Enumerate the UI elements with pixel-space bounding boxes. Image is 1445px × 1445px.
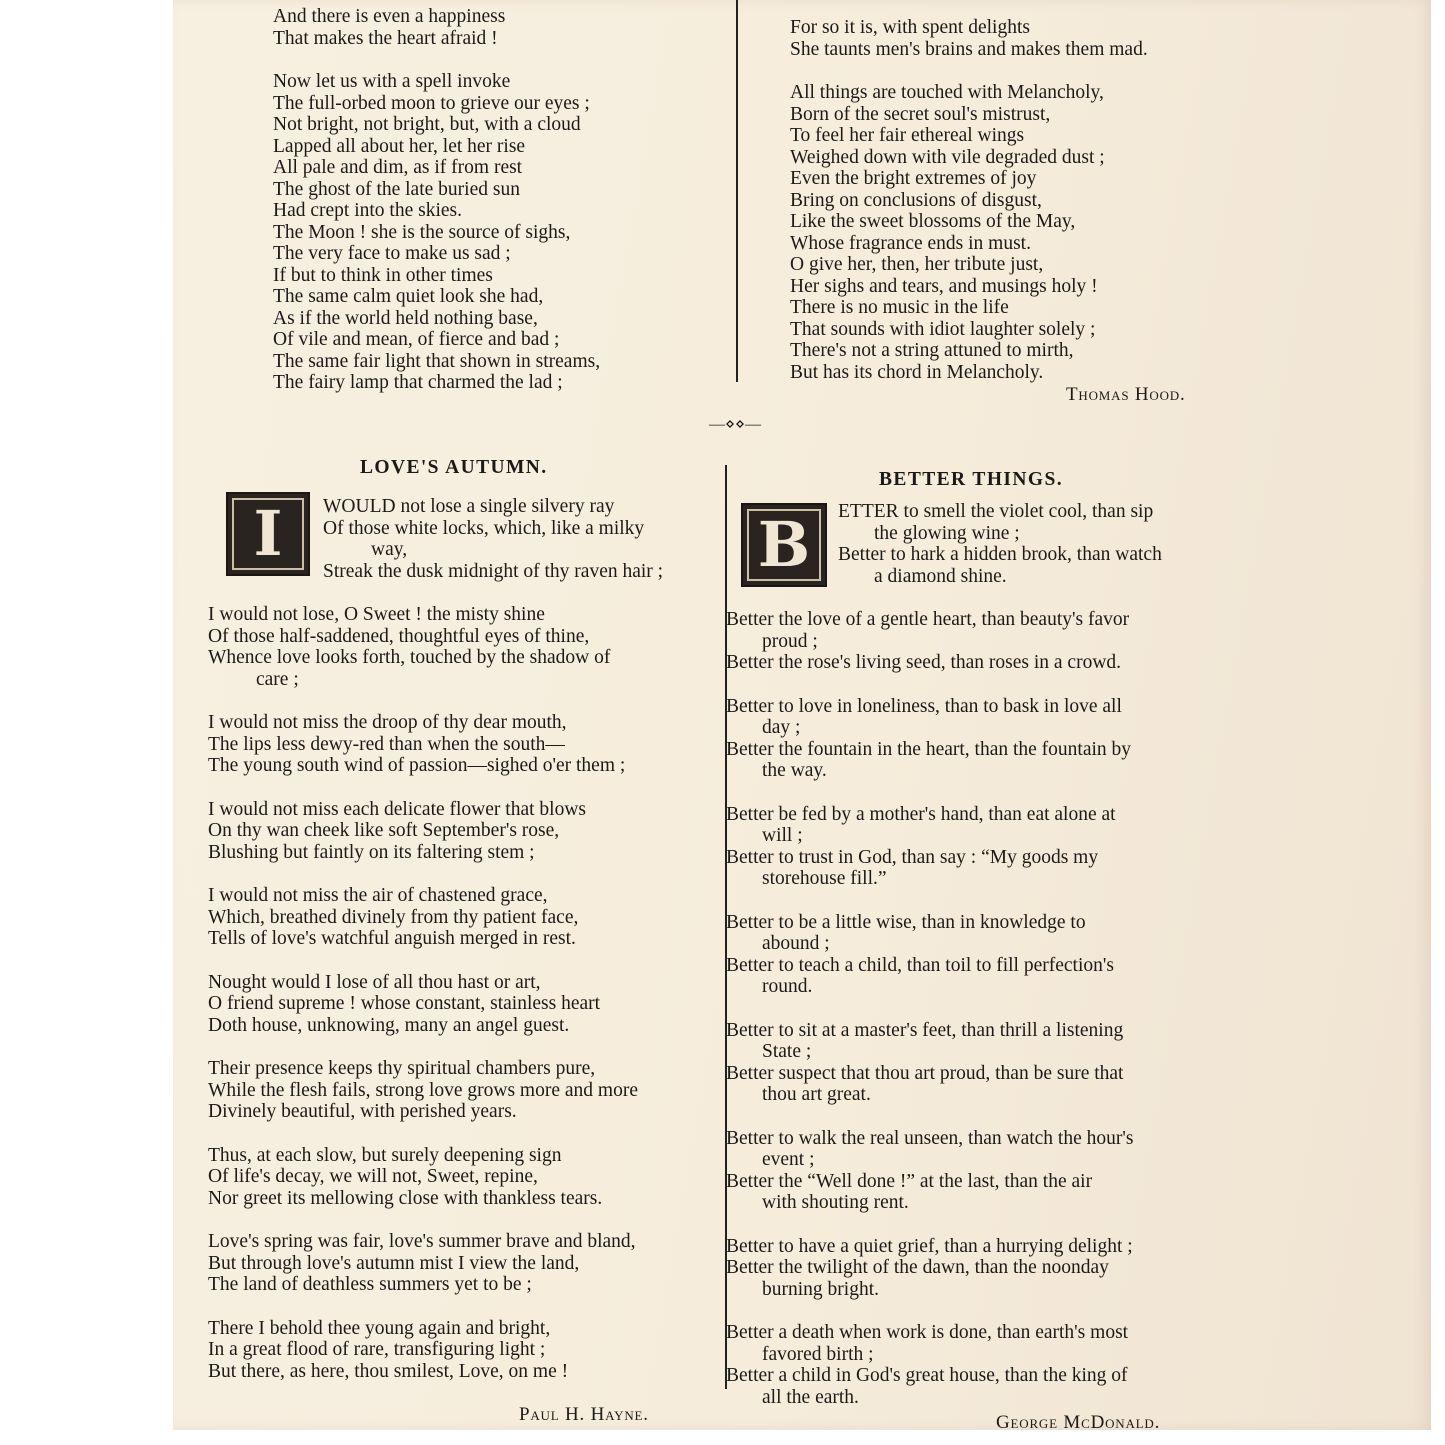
author-credit-george-mcdonald: George McDonald.	[996, 1412, 1161, 1433]
verse-line: There is no music in the life	[790, 297, 1009, 318]
stanza-break	[208, 1296, 663, 1318]
verse-line: And there is even a happiness	[273, 6, 506, 27]
verse-line: Thus, at each slow, but surely deepening sign	[208, 1144, 562, 1166]
stanza-break	[726, 890, 1162, 912]
stanza-break	[726, 1106, 1162, 1128]
verse-line: Born of the secret soul's mistrust,	[790, 103, 1051, 125]
top-column-divider	[736, 0, 738, 382]
magazine-page	[173, 0, 1431, 1433]
verse-line: ETTER to smell the violet cool, than sip	[838, 501, 1154, 522]
stanza	[208, 799, 663, 864]
poem-better-things	[726, 501, 1162, 1408]
poem-top-left-column	[273, 6, 600, 394]
verse-line: Whose fragrance ends in must.	[790, 232, 1031, 254]
stanza-break	[208, 1036, 663, 1058]
verse-line: Divinely beautiful, with perished years.	[208, 1101, 517, 1122]
verse-line: For so it is, with spent delights	[790, 17, 1030, 38]
verse-line: Love's spring was fair, love's summer brave and bland,	[208, 1231, 636, 1252]
stanza	[208, 1318, 663, 1383]
verse-line: Better be fed by a mother's hand, than eat alone at	[726, 803, 1116, 825]
stanza	[726, 1020, 1162, 1106]
verse-line: Better the love of a gentle heart, than beauty's favor	[726, 609, 1130, 630]
verse-line: But there, as here, thou smilest, Love, on me !	[208, 1360, 569, 1382]
stanza-break	[208, 582, 663, 604]
first-stanza	[726, 501, 1162, 587]
drop-cap-b: B	[741, 503, 827, 587]
verse-line: a diamond shine.	[874, 565, 1007, 587]
stanza	[726, 1236, 1162, 1301]
verse-line: event ;	[762, 1149, 815, 1170]
stanza-break	[726, 587, 1162, 609]
drop-cap-i: I	[226, 492, 310, 576]
stanza-break	[208, 1123, 663, 1145]
stanza	[726, 1322, 1162, 1408]
verse-line: Of vile and mean, of fierce and bad ;	[273, 329, 560, 350]
verse-line: As if the world held nothing base,	[273, 307, 538, 329]
verse-line: Better to sit at a master's feet, than thrill a listening	[726, 1019, 1124, 1041]
verse-line: While the flesh fails, strong love grows more and more	[208, 1079, 638, 1101]
stanza-break	[726, 674, 1162, 696]
verse-line: storehouse fill.”	[762, 868, 887, 889]
stanza	[726, 804, 1162, 890]
verse-line: Better the rose's living seed, than roses in a crowd.	[726, 652, 1122, 673]
verse-line: Lapped all about her, let her rise	[273, 135, 526, 157]
stanza-break	[208, 863, 663, 885]
verse-line: care ;	[256, 668, 299, 690]
verse-line: That makes the heart afraid !	[273, 27, 498, 49]
verse-line: That sounds with idiot laughter solely ;	[790, 318, 1096, 340]
verse-line: The young south wind of passion—sighed o'er them ;	[208, 755, 626, 776]
verse-line: round.	[762, 976, 813, 997]
stanza-break	[273, 49, 600, 71]
verse-line: Better the “Well done !” at the last, than the air	[726, 1170, 1093, 1192]
verse-line: Better a child in God's great house, than the king of	[726, 1365, 1128, 1386]
verse-line: The Moon ! she is the source of sighs,	[273, 221, 571, 243]
poem-title-loves-autumn: LOVE'S AUTUMN.	[360, 457, 548, 478]
verse-line: I would not miss each delicate flower that blows	[208, 798, 586, 820]
stanza-break	[726, 782, 1162, 804]
verse-line: The fairy lamp that charmed the lad ;	[273, 372, 563, 393]
verse-line: Better to hark a hidden brook, than watch	[838, 544, 1162, 565]
stanza-break	[790, 60, 1148, 82]
stanza-break	[208, 690, 663, 712]
verse-line: Better the fountain in the heart, than the fountain by	[726, 738, 1132, 760]
verse-line: Better to have a quiet grief, than a hurrying delight ;	[726, 1235, 1133, 1257]
verse-line: On thy wan cheek like soft September's rose,	[208, 820, 560, 841]
verse-line: The very face to make us sad ;	[273, 243, 511, 264]
verse-line: the glowing wine ;	[874, 522, 1020, 544]
stanza	[208, 1058, 663, 1123]
verse-line: Had crept into the skies.	[273, 200, 462, 221]
stanza-break	[726, 998, 1162, 1020]
verse-line: Of life's decay, we will not, Sweet, repine,	[208, 1166, 538, 1187]
verse-line: Better suspect that thou art proud, than be sure that	[726, 1062, 1124, 1084]
stanza	[208, 712, 663, 777]
verse-line: WOULD not lose a single silvery ray	[323, 496, 615, 517]
stanza	[208, 1145, 663, 1210]
stanza	[208, 604, 663, 690]
verse-line: Even the bright extremes of joy	[790, 168, 1037, 189]
stanza-break	[726, 1300, 1162, 1322]
verse-line: I would not lose, O Sweet ! the misty shine	[208, 604, 545, 625]
verse-line: Like the sweet blossoms of the May,	[790, 211, 1076, 232]
poem-title-better-things: BETTER THINGS.	[879, 469, 1063, 490]
stanza-break	[208, 777, 663, 799]
verse-line: The ghost of the late buried sun	[273, 178, 520, 200]
verse-line: Better a death when work is done, than earth's most	[726, 1322, 1129, 1343]
verse-line: I would not miss the air of chastened grace,	[208, 885, 548, 906]
verse-line: But has its chord in Melancholy.	[790, 361, 1044, 383]
verse-line: Streak the dusk midnight of thy raven hair ;	[323, 560, 664, 582]
verse-line: Better to be a little wise, than in knowledge to	[726, 911, 1086, 933]
stanza	[726, 696, 1162, 782]
verse-line: In a great flood of rare, transfiguring light ;	[208, 1339, 546, 1360]
stanza-break	[726, 1214, 1162, 1236]
verse-line: Bring on conclusions of disgust,	[790, 189, 1042, 211]
verse-line: Better to teach a child, than toil to fill perfection's	[726, 954, 1114, 976]
author-credit-paul-hayne: Paul H. Hayne.	[519, 1404, 649, 1425]
verse-line: Tells of love's watchful anguish merged in rest.	[208, 928, 576, 949]
poem-top-right-column	[790, 17, 1148, 383]
section-ornament: —⋄⋄—	[708, 416, 762, 433]
author-credit-thomas-hood: Thomas Hood.	[1066, 384, 1186, 405]
stanza	[726, 609, 1162, 674]
stanza	[208, 972, 663, 1037]
verse-line: day ;	[762, 717, 801, 738]
verse-line: All pale and dim, as if from rest	[273, 157, 523, 178]
verse-line: The land of deathless summers yet to be ;	[208, 1274, 532, 1295]
verse-line: way,	[371, 539, 408, 560]
verse-line: Now let us with a spell invoke	[273, 71, 511, 92]
verse-line: There I behold thee young again and bright,	[208, 1317, 551, 1339]
verse-line: The full-orbed moon to grieve our eyes ;	[273, 92, 590, 114]
verse-line: with shouting rent.	[762, 1192, 909, 1213]
verse-line: O give her, then, her tribute just,	[790, 254, 1044, 275]
verse-line: The same calm quiet look she had,	[273, 286, 544, 307]
verse-line: State ;	[762, 1041, 812, 1062]
verse-line: burning bright.	[762, 1278, 879, 1300]
verse-line: All things are touched with Melancholy,	[790, 82, 1104, 103]
verse-line: all the earth.	[762, 1386, 859, 1408]
verse-line: Nought would I lose of all thou hast or art,	[208, 971, 541, 993]
verse-line: Better the twilight of the dawn, than the noonday	[726, 1257, 1109, 1278]
verse-line: Blushing but faintly on its faltering stem ;	[208, 841, 535, 863]
verse-line: To feel her fair ethereal wings	[790, 125, 1025, 146]
poem-loves-autumn	[208, 496, 663, 1382]
first-stanza	[208, 496, 663, 582]
verse-line: favored birth ;	[762, 1343, 874, 1365]
stanza	[208, 885, 663, 950]
verse-line: But through love's autumn mist I view the land,	[208, 1252, 580, 1274]
stanza-break	[208, 1209, 663, 1231]
stanza	[726, 1128, 1162, 1214]
verse-line: thou art great.	[762, 1084, 871, 1105]
verse-line: Doth house, unknowing, many an angel guest.	[208, 1014, 570, 1036]
verse-line: Weighed down with vile degraded dust ;	[790, 146, 1105, 168]
verse-line: O friend supreme ! whose constant, stainless heart	[208, 993, 601, 1014]
verse-line: Better to love in loneliness, than to bask in love all	[726, 695, 1122, 717]
verse-line: If but to think in other times	[273, 264, 493, 286]
verse-line: Their presence keeps thy spiritual chambers pure,	[208, 1058, 596, 1079]
verse-line: The same fair light that shown in streams,	[273, 350, 601, 372]
verse-line: Of those white locks, which, like a milky	[323, 517, 645, 539]
verse-line: Her sighs and tears, and musings holy !	[790, 275, 1098, 297]
verse-line: There's not a string attuned to mirth,	[790, 340, 1074, 361]
verse-line: Better to trust in God, than say : “My goods my	[726, 846, 1099, 868]
verse-line: She taunts men's brains and makes them mad.	[790, 38, 1148, 60]
verse-line: Of those half-saddened, thoughtful eyes of thine,	[208, 625, 590, 647]
verse-line: Nor greet its mellowing close with thankless tears.	[208, 1187, 603, 1209]
verse-line: abound ;	[762, 933, 830, 954]
stanza-break	[208, 950, 663, 972]
verse-line: the way.	[762, 760, 827, 781]
verse-line: Whence love looks forth, touched by the shadow of	[208, 647, 611, 668]
verse-line: The lips less dewy-red than when the south—	[208, 733, 565, 755]
verse-line: proud ;	[762, 630, 818, 652]
stanza	[726, 912, 1162, 998]
stanza	[208, 1231, 663, 1296]
verse-line: Which, breathed divinely from thy patient face,	[208, 906, 579, 928]
verse-line: will ;	[762, 825, 803, 846]
verse-line: Not bright, not bright, but, with a cloud	[273, 114, 581, 135]
verse-line: Better to walk the real unseen, than watch the hour's	[726, 1127, 1134, 1149]
verse-line: I would not miss the droop of thy dear mouth,	[208, 712, 567, 733]
